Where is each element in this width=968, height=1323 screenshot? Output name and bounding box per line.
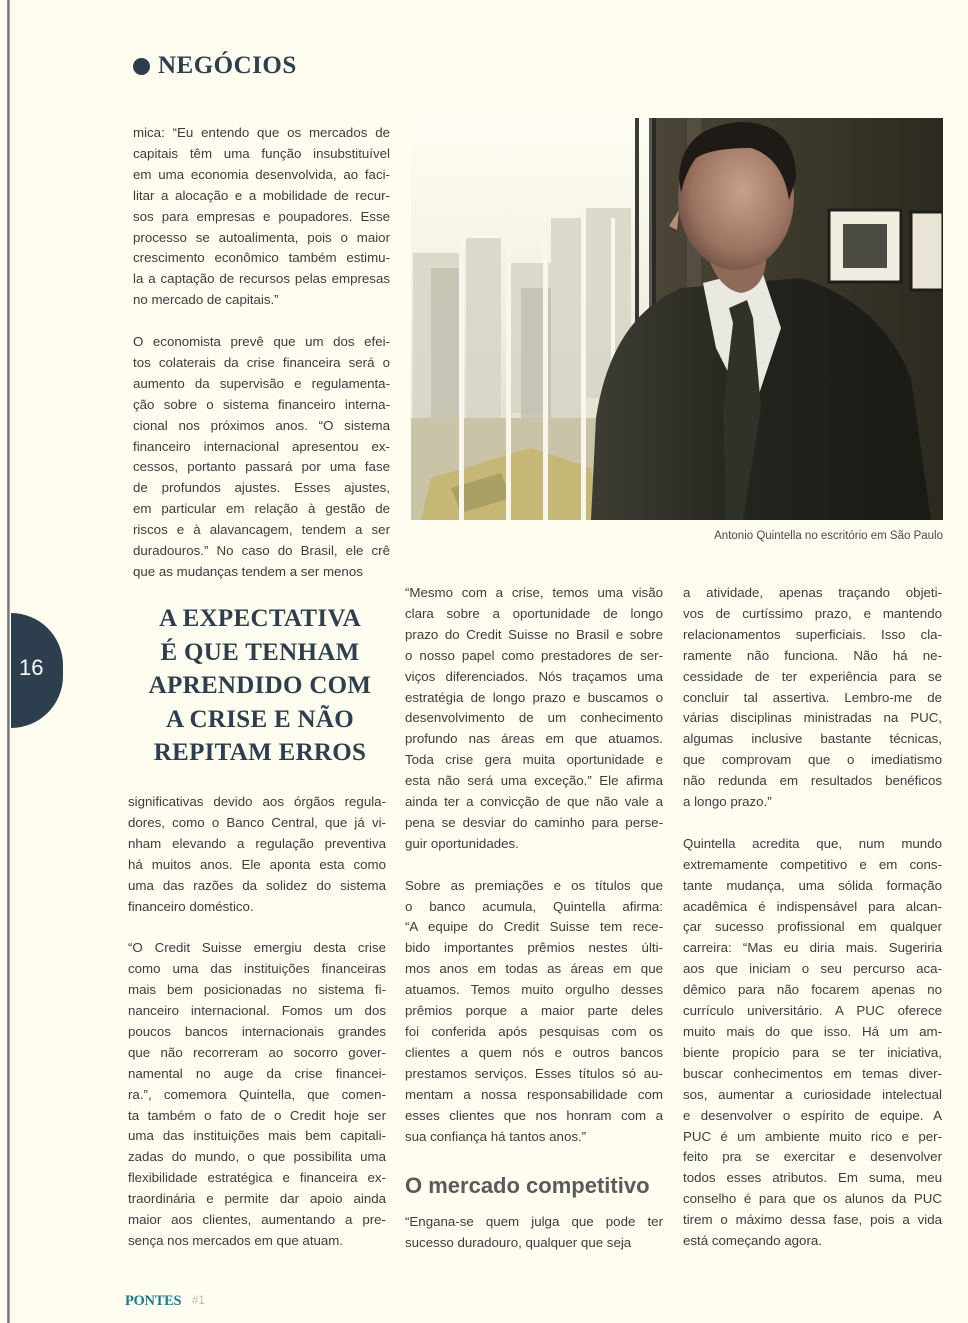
photo-caption: Antonio Quintella no escritório em São Paulo	[714, 530, 943, 542]
portrait-illustration	[411, 118, 943, 520]
text-line: litar a alocação e a mobilidade de recur-	[133, 187, 390, 203]
text-line: la a captação de recursos pelas empresas	[133, 271, 390, 287]
text-line: vos de curtíssimo prazo, e mantendo	[683, 605, 942, 621]
text-line: ção sobre o sistema financeiro interna-	[133, 396, 390, 412]
text-line: ramente não funciona. Não há ne-	[683, 647, 942, 663]
text-line: mica: “Eu entendo que os mercados de	[133, 125, 390, 140]
text-line: prêmios porque a maior parte deles	[405, 1003, 663, 1019]
text-line: financeiro doméstico.	[128, 898, 254, 914]
text-line: em uma economia desenvolvida, ao faci-	[133, 166, 390, 182]
text-line: cessos, portanto passará por uma fase	[133, 459, 390, 475]
text-line: flexibilidade estratégica e financeira ex-	[128, 1170, 386, 1186]
text-line: a atividade, apenas traçando objeti-	[683, 585, 942, 600]
column1-paragraph-3	[128, 792, 386, 917]
text-line: esta não será uma exceção.” Ele afirma	[405, 773, 663, 789]
text-line: uma das razões da solidez do sistema	[128, 877, 386, 893]
text-line: tante mudança, uma sólida formação	[683, 877, 942, 893]
text-line: e desenvolver o espírito de equipe. A	[683, 1107, 942, 1123]
column1-paragraph-1	[133, 123, 390, 311]
text-line: estratégia de longo prazo e buscamos o	[405, 689, 663, 705]
text-line: currículo universitário. A PUC oferece	[683, 1003, 942, 1019]
text-line: riscos e à alavancagem, tendem a ser	[133, 522, 390, 538]
text-line: tos colaterais da crise financeira será o	[133, 354, 390, 370]
text-line: todos esses atributos. Em suma, meu	[683, 1170, 942, 1186]
column3	[683, 583, 942, 1252]
text-line: aos que iniciam o seu percurso aca-	[683, 961, 942, 977]
column1-upper	[133, 123, 390, 583]
text-line: “Engana-se quem julga que pode ter	[405, 1214, 663, 1230]
text-line: muito mais do que isso. Há um am-	[683, 1024, 942, 1040]
pull-quote-line: A CRISE E NÃO	[166, 705, 354, 733]
text-line: “A equipe do Credit Suisse tem rece-	[405, 919, 663, 935]
text-line: çar sucesso profissional em qualquer	[683, 919, 942, 935]
magazine-logo: PONTES	[125, 1293, 182, 1309]
text-line: está começando agora.	[683, 1233, 822, 1249]
text-line: Quintella acredita que, num mundo	[683, 835, 942, 851]
column2-paragraph-3	[405, 1212, 663, 1254]
text-line: que comprovam que o imediatismo	[683, 752, 942, 768]
column1-lower	[128, 792, 386, 1252]
bullet-dot-icon	[133, 58, 150, 75]
text-line: conselho é para que os alunos da PUC	[683, 1191, 942, 1207]
text-line: não redunda em resultados benéficos	[683, 773, 942, 789]
text-line: mentam a nossa responsabilidade com	[405, 1086, 663, 1102]
text-line: cional nos próximos anos. “O sistema	[133, 417, 390, 433]
text-line: buscar conhecimentos em temas diver-	[683, 1065, 942, 1081]
text-line: sos para empresas e poupadores. Esse	[133, 208, 390, 224]
text-line: nanceiro internacional. Fomos um dos	[128, 1003, 386, 1019]
text-line: Sobre as premiações e os títulos que	[405, 877, 663, 893]
text-line: foi conferida após pesquisas com os	[405, 1024, 663, 1040]
page-number: 16	[19, 655, 44, 680]
text-line: no mercado de capitais.”	[133, 292, 279, 308]
portrait-photo	[411, 118, 943, 520]
text-line: processo se autoalimenta, pois o maior	[133, 229, 390, 245]
text-line: dores, como o Banco Central, que já vi-	[128, 814, 386, 830]
text-line: namental no auge da crise financei-	[128, 1065, 386, 1081]
text-line: pena se desviar do caminho para perse-	[405, 814, 663, 830]
issue-number: #1	[192, 1295, 205, 1307]
text-line: esses clientes que nos honram com a	[405, 1107, 663, 1123]
text-line: prestamos serviços. Esses títulos só au-	[405, 1065, 663, 1081]
text-line: cessidade de ter experiência para se	[683, 668, 942, 684]
text-line: profundo nas áreas em que atuamos.	[405, 731, 663, 747]
text-line: sua confiança há tantos anos.”	[405, 1128, 587, 1144]
text-line: há muitos anos. Ele aponta esta como	[128, 856, 386, 872]
text-line: desenvolvimento de um conhecimento	[405, 710, 663, 726]
column1-paragraph-4	[128, 938, 386, 1252]
text-line: financeiro internacional apresentou ex-	[133, 438, 390, 454]
page-spine-line	[7, 0, 10, 1323]
pull-quote	[130, 602, 390, 770]
section-label: NEGÓCIOS	[158, 52, 297, 79]
text-line: ta também o fato de o Credit hoje ser	[128, 1107, 386, 1123]
column3-paragraph-1	[683, 583, 942, 813]
text-line: concluir tal assertiva. Lembro-me de	[683, 689, 942, 705]
text-line: acadêmica é indispensável para alcan-	[683, 898, 942, 914]
text-line: o banco acumula, Quintella afirma:	[405, 898, 663, 914]
text-line: “Mesmo com a crise, temos uma visão	[405, 585, 663, 600]
subheading: O mercado competitivo	[405, 1173, 650, 1199]
pull-quote-line: APRENDIDO COM	[148, 672, 372, 699]
text-line: sos, aumentar a curiosidade intelectual	[683, 1086, 942, 1102]
column3-paragraph-2	[683, 834, 942, 1252]
column2	[405, 583, 663, 1254]
text-line: prazo do Credit Suisse no Brasil e sobre	[405, 626, 663, 642]
text-line: clientes a quem nós e outros bancos	[405, 1044, 663, 1060]
section-header	[133, 52, 297, 80]
text-line: o nosso papel como prestadores de ser-	[405, 647, 663, 663]
text-line: a longo prazo.”	[683, 794, 772, 810]
text-line: poucos bancos internacionais grandes	[128, 1023, 386, 1039]
text-line: dêmico para não focarem apenas no	[683, 982, 942, 998]
text-line: biente propício para se ter iniciativa,	[683, 1044, 942, 1060]
text-line: mais bem posicionadas no sistema fi-	[128, 982, 386, 998]
text-line: várias disciplinas ministradas na PUC,	[683, 710, 942, 726]
pull-quote-line: É QUE TENHAM	[160, 638, 360, 666]
text-line: sucesso duradouro, qualquer que seja	[405, 1235, 632, 1251]
text-line: uma das instituições mais bem capitali-	[128, 1128, 386, 1144]
text-line: tirem o máximo dessa fase, pois a vida	[683, 1212, 942, 1228]
text-line: bido importantes prêmios nestes últi-	[405, 940, 663, 956]
text-line: traordinária e permite dar apoio ainda	[128, 1191, 386, 1207]
text-line: ainda ter a convicção de que não vale a	[405, 794, 663, 810]
text-line: Toda crise gera muita oportunidade e	[405, 752, 663, 768]
text-line: crescimento econômico também estimu-	[133, 250, 390, 266]
text-line: “O Credit Suisse emergiu desta crise	[128, 940, 386, 956]
column1-paragraph-2	[133, 332, 390, 583]
text-line: viços diferenciados. Nós traçamos uma	[405, 668, 663, 684]
text-line: em particular em relação à gestão de	[133, 501, 390, 517]
text-line: relacionamentos superficiais. Isso cla-	[683, 626, 942, 642]
text-line: que não recorreram ao socorro gover-	[128, 1044, 386, 1060]
text-line: zadas do mundo, o que possibilita uma	[128, 1149, 386, 1165]
text-line: que as mudanças tendem a ser menos	[133, 564, 363, 580]
text-line: ra.”, comemora Quintella, que comen-	[128, 1086, 386, 1102]
text-line: guir oportunidades.	[405, 835, 519, 851]
text-line: sença nos mercados em que atuam.	[128, 1233, 344, 1249]
text-line: atuamos. Temos muito orgulho desses	[405, 982, 663, 998]
text-line: clara sobre a oportunidade de longo	[405, 605, 663, 621]
text-line: algumas inclusive bastante técnicas,	[683, 731, 942, 747]
text-line: duradouros.” No caso do Brasil, ele crê	[133, 543, 390, 559]
text-line: aumento da supervisão e regulamenta-	[133, 375, 390, 391]
text-line: O economista prevê que um dos efei-	[133, 334, 390, 350]
pull-quote-line: A EXPECTATIVA	[159, 605, 361, 632]
text-line: PUC é um ambiente muito rico e per-	[683, 1128, 942, 1144]
text-line: feito pra se exercitar e desenvolver	[683, 1149, 942, 1165]
column2-paragraph-1	[405, 583, 663, 855]
text-line: mos anos em todas as áreas em que	[405, 961, 663, 977]
text-line: carreira: “Mas eu diria mais. Sugeriria	[683, 940, 942, 956]
text-line: extremamente competitivo e em cons-	[683, 856, 942, 872]
pull-quote-line: REPITAM ERROS	[153, 739, 367, 766]
text-line: como uma das instituições financeiras	[128, 961, 386, 977]
column2-paragraph-2	[405, 876, 663, 1148]
text-line: capitais têm uma função insubstituível	[133, 145, 390, 161]
text-line: de profundos ajustes. Esses ajustes,	[133, 480, 390, 496]
text-line: nham elevando a regulação preventiva	[128, 835, 386, 851]
text-line: significativas devido aos órgãos regula-	[128, 794, 386, 809]
text-line: maior aos clientes, aumentando a pre-	[128, 1212, 386, 1228]
